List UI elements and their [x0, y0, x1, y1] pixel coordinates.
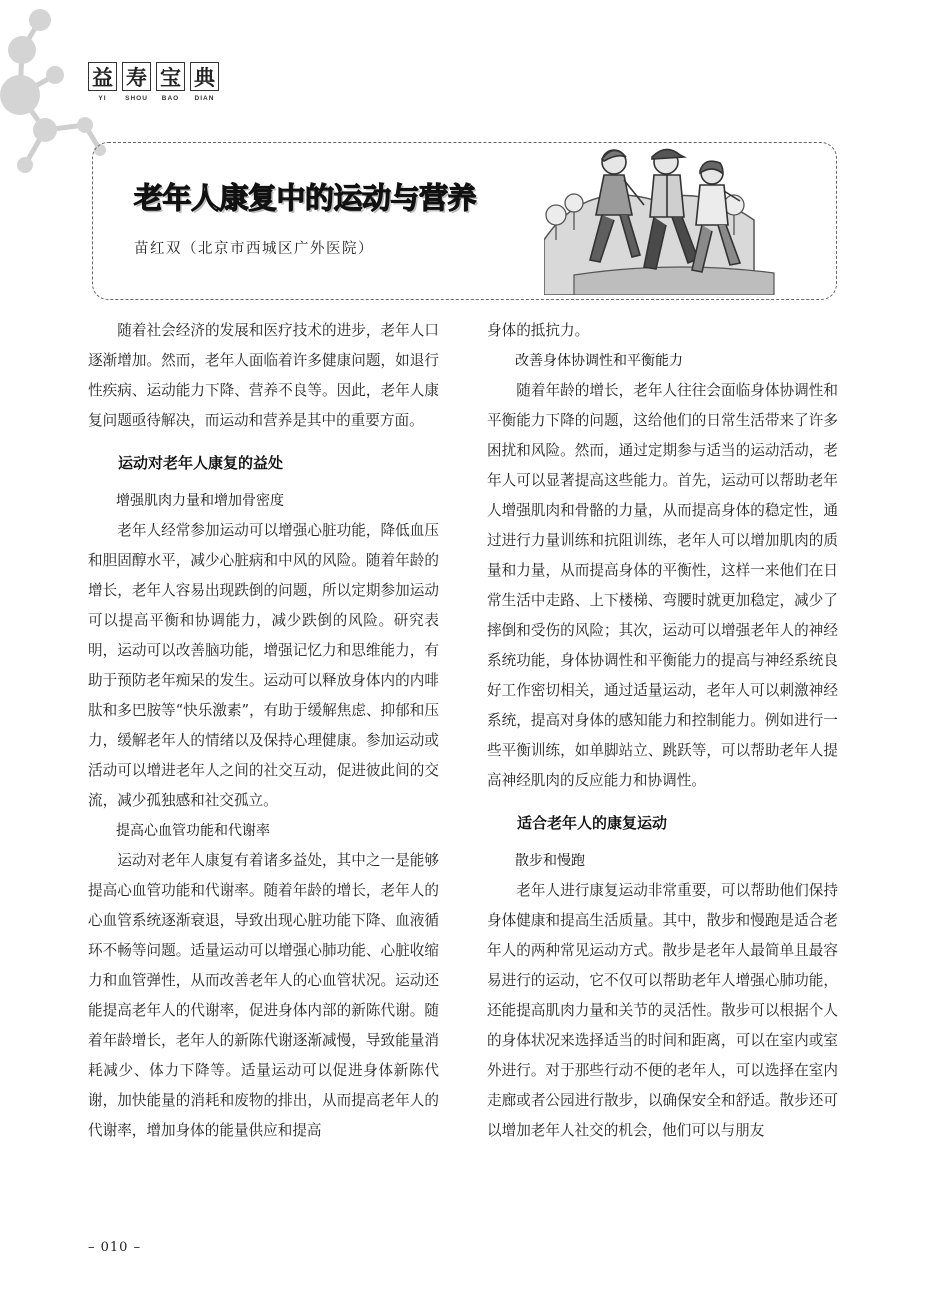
article-title: 老年人康复中的运动与营养 [134, 181, 477, 215]
body-paragraph: 老年人经常参加运动可以增强心脏功能，降低血压和胆固醇水平，减少心脏病和中风的风险。随着年龄的增长，老年人容易出现跌倒的问题，所以定期参加运动可以提高平衡和协调能力，减少跌倒的风险。研究表明，运动可以改善脑功能，增强记忆力和思维能力，有助于预防老年痴呆的发生。运动可以释放身体内的内啡肽和多巴胺等“快乐激素”，有助于缓解焦虑、抑郁和压力，缓解老年人的情绪以及保持心理健康。参加运动或活动可以增进老年人之间的社交互动，促进彼此间的交流，减少孤独感和社交孤立。 [88, 522, 439, 809]
masthead-pinyin [88, 95, 219, 102]
section-heading: 运动对老年人康复的益处 [118, 454, 284, 472]
right-column [487, 316, 838, 1146]
subsection-heading: 散步和慢跑 [515, 853, 585, 869]
page-number: – 010 – [88, 1240, 142, 1255]
masthead [88, 62, 219, 102]
intro-paragraph: 随着社会经济的发展和医疗技术的进步，老年人口逐渐增加。然而，老年人面临着许多健康问题，如退行性疾病、运动能力下降、营养不良等。因此，老年人康复问题亟待解决，而运动和营养是其中的重要方面。 [88, 322, 439, 429]
subsection-heading: 提高心血管功能和代谢率 [116, 823, 270, 839]
continued-paragraph: 身体的抵抗力。 [487, 322, 590, 339]
subsection-heading: 增强肌肉力量和增加骨密度 [116, 493, 284, 509]
masthead-title [88, 62, 219, 91]
section-heading: 适合老年人的康复运动 [517, 814, 668, 832]
walking-elders-illustration [544, 145, 804, 295]
pinyin-label: DIAN [194, 95, 215, 102]
masthead-char: 宝 [156, 62, 185, 91]
masthead-char: 寿 [122, 62, 151, 91]
left-column [88, 316, 439, 1146]
body-paragraph: 运动对老年人康复有着诸多益处，其中之一是能够提高心血管功能和代谢率。随着年龄的增长，老年人的心血管系统逐渐衰退，导致出现心脏功能下降、血液循环不畅等问题。适量运动可以增强心肺功能、心脏收缩力和血管弹性，从而改善老年人的心血管状况。运动还能提高老年人的代谢率，促进身体内部的新陈代谢。随着年龄增长，老年人的新陈代谢逐渐减慢，导致能量消耗减少、体力下降等。适量运动可以促进身体新陈代谢，加快能量的消耗和废物的排出，从而提高老年人的代谢率，增加身体的能量供应和提高 [88, 852, 439, 1139]
body-paragraph: 老年人进行康复运动非常重要，可以帮助他们保持身体健康和提高生活质量。其中，散步和慢跑是适合老年人的两种常见运动方式。散步是老年人最简单且最容易进行的运动，它不仅可以帮助老年人增强心肺功能，还能提高肌肉力量和关节的灵活性。散步可以根据个人的身体状况来选择适当的时间和距离，可以在室内或室外进行。对于那些行动不便的老年人，可以选择在室内走廊或者公园进行散步，以确保安全和舒适。散步还可以增加老年人社交的机会，他们可以与朋友 [487, 882, 838, 1139]
pinyin-label: BAO [161, 95, 180, 102]
article-author: 苗红双（北京市西城区广外医院） [134, 241, 374, 257]
pinyin-label: SHOU [125, 95, 148, 102]
masthead-char: 益 [88, 62, 117, 91]
body-paragraph: 随着年龄的增长，老年人往往会面临身体协调性和平衡能力下降的问题，这给他们的日常生活带来了许多困扰和风险。然而，通过定期参与适当的运动活动，老年人可以显著提高这些能力。首先，运动可以帮助老年人增强肌肉和骨骼的力量，从而提高身体的稳定性，通过进行力量训练和抗阻训练，老年人可以增加肌肉的质量和力量，从而提高身体的平衡性，这样一来他们在日常生活中走路、上下楼梯、弯腰时就更加稳定，减少了摔倒和受伤的风险；其次，运动可以增强老年人的神经系统功能，身体协调性和平衡能力的提高与神经系统良好工作密切相关，通过适量运动，老年人可以刺激神经系统，提高对身体的感知能力和控制能力。例如进行一些平衡训练，如单脚站立、跳跃等，可以帮助老年人提高神经肌肉的反应能力和协调性。 [487, 382, 838, 789]
subsection-heading: 改善身体协调性和平衡能力 [515, 353, 683, 369]
masthead-char: 典 [190, 62, 219, 91]
pinyin-label: YI [98, 95, 107, 102]
